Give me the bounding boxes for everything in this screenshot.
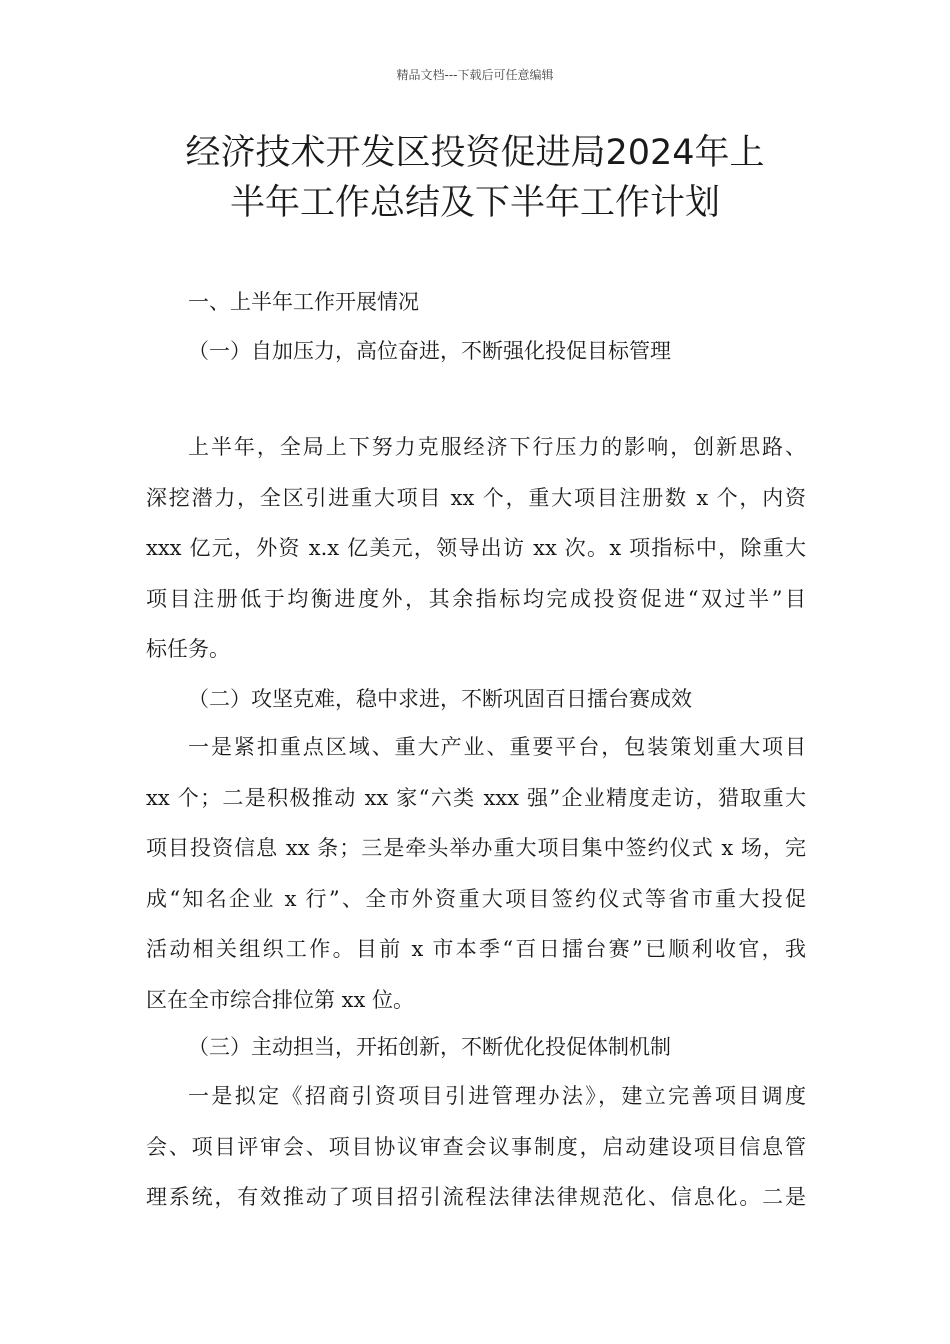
paragraph-line: 一是拟定《招商引资项目引进管理办法》，建立完善项目调度	[188, 1084, 806, 1108]
document-title	[120, 128, 830, 228]
subsection-heading-3: （三）主动担当，开拓创新，不断优化投促体制机制	[188, 1035, 671, 1059]
paragraph-1	[146, 422, 806, 675]
subsection-heading-1: （一）自加压力，高位奋进，不断强化投促目标管理	[188, 339, 671, 363]
title-line-1: 经济技术开发区投资促进局2024年上	[185, 133, 765, 173]
paragraph-line: 活动相关组织工作。目前 x 市本季“百日擂台赛”已顺利收官，我	[146, 937, 806, 961]
paragraph-line: 项目投资信息 xx 条；三是牵头举办重大项目集中签约仪式 x 场，完	[146, 836, 806, 860]
title-line-2: 半年工作总结及下半年工作计划	[229, 183, 720, 223]
paragraph-line: 项目注册低于均衡进度外，其余指标均完成投资促进“双过半”目	[146, 586, 806, 611]
paragraph-line: 一是紧扣重点区域、重大产业、重要平台，包装策划重大项目	[188, 735, 806, 759]
paragraph-line: 上半年，全局上下努力克服经济下行压力的影响，创新思路、	[188, 435, 806, 459]
section-heading-1: 一、上半年工作开展情况	[188, 290, 419, 314]
paragraph-2	[146, 722, 806, 1025]
paragraph-line: 深挖潜力，全区引进重大项目 xx 个，重大项目注册数 x 个，内资	[146, 485, 806, 510]
paragraph-line: xx 个；二是积极推动 xx 家“六类 xxx 强”企业精度走访，猎取重大	[146, 785, 806, 810]
subsection-heading-2: （二）攻坚克难，稳中求进，不断巩固百日擂台赛成效	[188, 687, 692, 711]
paragraph-line: 成“知名企业 x 行”、全市外资重大项目签约仪式等省市重大投促	[146, 886, 806, 911]
paragraph-3	[146, 1071, 806, 1223]
header-note: 精品文档---下载后可任意编辑	[396, 68, 554, 82]
paragraph-line: 标任务。	[146, 637, 230, 661]
paragraph-line: 会、项目评审会、项目协议审查会议事制度，启动建设项目信息管	[146, 1134, 806, 1159]
paragraph-line: 区在全市综合排位第 xx 位。	[146, 987, 415, 1012]
paragraph-line: xxx 亿元，外资 x.x 亿美元，领导出访 xx 次。x 项指标中，除重大	[146, 536, 806, 560]
paragraph-line: 理系统，有效推动了项目招引流程法律法律规范化、信息化。二是	[146, 1185, 806, 1209]
